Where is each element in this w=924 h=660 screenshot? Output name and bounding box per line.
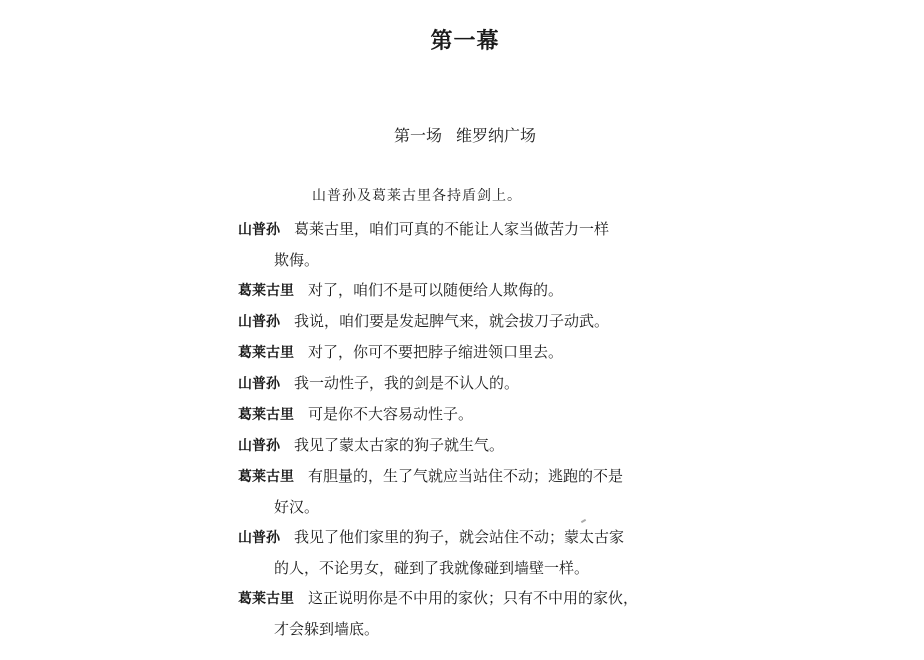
scene-location: 维罗纳广场 (456, 126, 537, 145)
line-text: 可是你不大容易动性子。 (308, 405, 474, 423)
dialogue-line (238, 399, 718, 430)
dialogue-line (238, 306, 718, 337)
line-text: 我说，咱们要是发起脾气来，就会拔刀子动武。 (294, 312, 610, 330)
line-continuation: 才会躲到墙底。 (274, 620, 380, 638)
speaker-name: 葛莱古里 (238, 591, 294, 607)
line-text: 我见了他们家里的狗子，就会站住不动；蒙太古家 (294, 528, 625, 546)
dialogue-line (238, 337, 718, 368)
scene-title (0, 123, 924, 146)
speaker-name: 山普孙 (238, 530, 280, 546)
speaker-name: 山普孙 (238, 376, 280, 392)
speaker-name: 葛莱古里 (238, 345, 294, 361)
speaker-name: 葛莱古里 (238, 469, 294, 485)
line-text: 这正说明你是不中用的家伙；只有不中用的家伙， (308, 589, 639, 607)
speaker-name: 葛莱古里 (238, 407, 294, 423)
line-text: 对了，你可不要把脖子缩进领口里去。 (308, 343, 564, 361)
speaker-name: 山普孙 (238, 314, 280, 330)
line-continuation: 好汉。 (274, 498, 320, 516)
dialogue-line (238, 214, 718, 275)
speaker-name: 山普孙 (238, 222, 280, 238)
line-text: 我见了蒙太古家的狗子就生气。 (294, 436, 505, 454)
dialogue-line (238, 522, 718, 583)
speaker-name: 葛莱古里 (238, 283, 294, 299)
dialogue-line (238, 583, 718, 644)
dialogue-line (238, 461, 718, 522)
dialogue-line (238, 430, 718, 461)
act-title: 第一幕 (430, 29, 500, 54)
stage-direction: 山普孙及葛莱古里各持盾剑上。 (312, 188, 522, 204)
line-text: 葛莱古里，咱们可真的不能让人家当做苦力一样 (294, 220, 610, 238)
line-text: 对了，咱们不是可以随便给人欺侮的。 (308, 281, 564, 299)
line-continuation: 欺侮。 (274, 251, 320, 269)
scene-label: 第一场 (393, 126, 442, 145)
speaker-name: 山普孙 (238, 438, 280, 454)
line-text: 我一动性子，我的剑是不认人的。 (294, 374, 520, 392)
dialogue (238, 214, 718, 644)
dialogue-line (238, 368, 718, 399)
line-text: 有胆量的，生了气就应当站住不动；逃跑的不是 (308, 467, 624, 485)
dialogue-line (238, 275, 718, 306)
line-continuation: 的人，不论男女，碰到了我就像碰到墙壁一样。 (274, 559, 590, 577)
